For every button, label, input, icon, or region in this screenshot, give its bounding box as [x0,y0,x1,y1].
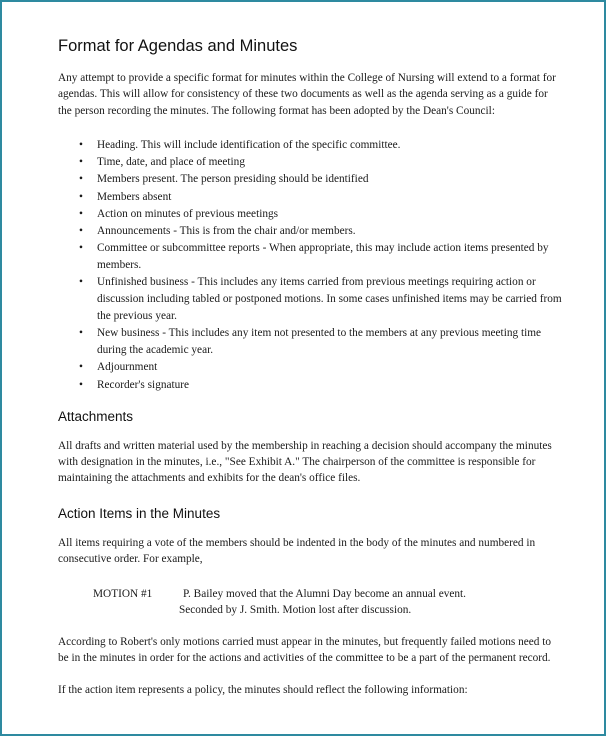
action-items-paragraph: All items requiring a vote of the members should be indented in the body of the minutes and numbered in consecutive order. For example, [58,536,536,566]
bullet-icon: • [79,327,83,340]
list-item-text: New business - This includes any item not presented to the members at any previous meeting time during the academic year. [97,327,542,357]
policy-paragraph: If the action item represents a policy, the minutes should reflect the following information: [58,684,468,697]
list-item-text: Adjournment [97,361,158,374]
bullet-icon: • [79,156,83,169]
motion-result: Seconded by J. Smith. Motion lost after discussion. [179,603,412,616]
list-item-text: Members absent [97,190,172,203]
bullet-icon: • [79,207,83,220]
list-item-text: Heading. This will include identification of the specific committee. [97,139,401,152]
list-item-text: Committee or subcommittee reports - When appropriate, this may include action items presented by members. [97,241,549,271]
motion-example [58,586,564,618]
list-item [58,154,564,171]
bullet-icon: • [79,378,83,391]
list-item-text: Action on minutes of previous meetings [97,207,279,220]
list-item [58,223,564,240]
bullet-icon: • [79,361,83,374]
motion-text: P. Bailey moved that the Alumni Day become an annual event. [183,587,466,600]
bullet-icon: • [79,241,83,254]
list-item-text: Time, date, and place of meeting [97,156,245,169]
list-item [58,359,564,376]
action-items-heading: Action Items in the Minutes [58,505,221,521]
attachments-paragraph: All drafts and written material used by the membership in reaching a decision should accompany the minutes with designation in the minutes, i.e., "See Exhibit A." The chairperson of the committee is responsible for maintaining the attachments and exhibits for the dean's office files. [58,439,552,485]
intro-paragraph: Any attempt to provide a specific format for minutes within the College of Nursing will extend to a format for agendas. This will allow for consistency of these two documents as well as the agenda serving as a guide for the person recording the minutes. The following format has been adopted by the Dean's Council: [58,72,556,117]
list-item-text: Recorder's signature [97,378,190,391]
document-title: Format for Agendas and Minutes [58,37,298,55]
list-item [58,189,564,206]
bullet-icon: • [79,224,83,237]
roberts-rules-paragraph: According to Robert's only motions carried must appear in the minutes, but frequently failed motions need to be in the minutes in order for the actions and activities of the committee to be a part of the permanent record. [58,635,552,665]
bullet-icon: • [79,173,83,186]
list-item [58,377,564,394]
list-item-text: Members present. The person presiding should be identified [97,173,369,186]
list-item [58,325,564,359]
list-item [58,137,564,154]
list-item-text: Unfinished business - This includes any items carried from previous meetings requiring action or discussion including tabled or postponed motions. In some cases unfinished items may be carried from the previous year. [97,275,562,323]
bullet-icon: • [79,190,83,203]
list-item [58,206,564,223]
format-list [58,137,564,393]
attachments-heading: Attachments [58,408,134,424]
list-item-text: Announcements - This is from the chair and/or members. [97,224,356,237]
motion-label: MOTION #1 [93,587,153,600]
list-item [58,171,564,188]
bullet-icon: • [79,139,83,152]
list-item [58,274,564,325]
list-item [58,240,564,274]
document-page [58,36,564,699]
bullet-icon: • [79,275,83,288]
